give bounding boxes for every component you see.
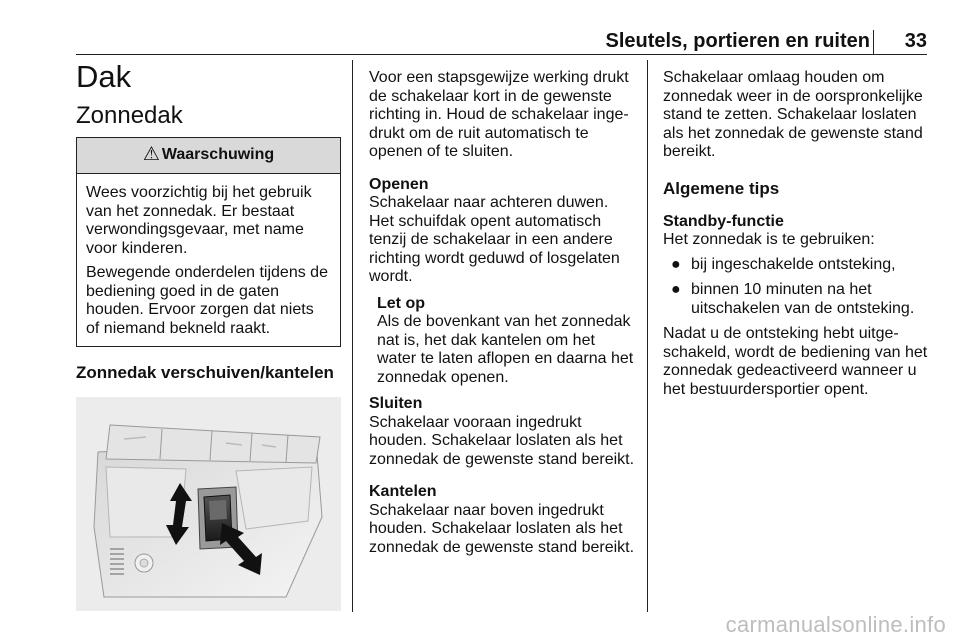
warning-body [77, 174, 340, 346]
warning-box [76, 137, 341, 347]
page-header [0, 0, 960, 56]
header-rule [76, 54, 927, 55]
page-number: 33 [904, 30, 927, 52]
sunroof-switch-drawing [76, 397, 341, 611]
bullet-icon: ● [671, 255, 681, 273]
warning-paragraph: Bewegende onderdelen tijdens de bediening goed in de gaten houden. Ervoor zorgen dat niets of niemand bekneld raakt. [86, 264, 328, 337]
column-divider-2 [647, 60, 648, 612]
note-block [369, 295, 635, 388]
tilt-heading: Kantelen [369, 483, 437, 500]
warning-triangle-icon: ⚠ [142, 144, 160, 166]
warning-paragraph: Wees voorzichtig bij het gebruik van het zonnedak. Er bestaat verwondingsgevaar, met name voor kinderen. [86, 184, 312, 257]
list-item [663, 281, 931, 318]
tilt-text: Schakelaar naar boven ingedrukt houden. Schakelaar loslaten als het zonnedak de gewenste stand bereikt. [369, 501, 635, 556]
open-text: Schakelaar naar achteren duwen. Het schuifdak opent automatisch tenzij de schakelaar in een andere richting wordt geduwd of losgelaten wordt. [369, 194, 620, 285]
column-divider-1 [352, 60, 353, 612]
general-tips-heading: Algemene tips [663, 178, 780, 198]
note-text: Als de bovenkant van het zonnedak nat is, het dak kantelen om het water te laten aflopen en daarna het zonnedak openen. [377, 313, 634, 386]
lower-text: Schakelaar omlaag houden om zonnedak weer in de oorspronkelijke stand te zetten. Schakelaar loslaten als het zonnedak de gewenste stand bereikt. [663, 69, 923, 160]
after-ignition-text: Nadat u de ontsteking hebt uitge-schakeld, wordt de bediening van het zonnedak gedeactiveerd wanneer u het bestuurdersportier opent. [663, 325, 928, 398]
standby-conditions-list [663, 256, 931, 319]
warning-title: Waarschuwing [161, 146, 275, 164]
section-title: Zonnedak [76, 102, 183, 129]
running-header-title: Sleutels, portieren en ruiten [605, 30, 870, 52]
bullet-icon: ● [671, 281, 681, 298]
standby-heading: Standby-functie [663, 212, 784, 230]
warning-header [77, 138, 340, 174]
open-heading: Openen [369, 175, 429, 193]
list-item-text: bij ingeschakelde ontsteking, [691, 255, 896, 273]
close-text: Schakelaar vooraan ingedrukt houden. Schakelaar loslaten als het zonnedak de gewenste stand bereikt. [369, 413, 635, 468]
column-3 [663, 69, 931, 399]
close-heading: Sluiten [369, 395, 423, 412]
list-item-text: binnen 10 minuten na het uitschakelen van de ontsteking. [691, 281, 915, 317]
header-divider-tick [873, 30, 874, 54]
column-1 [76, 60, 341, 611]
intro-paragraph: Voor een stapsgewijze werking drukt de schakelaar kort in de gewenste richting in. Houd de schakelaar inge-drukt om de ruit automatisch te openen of te sluiten. [369, 69, 629, 160]
subsection-title: Zonnedak verschuiven/kantelen [76, 363, 334, 382]
sunroof-switch-illustration [76, 397, 341, 611]
watermark: carmanualsonline.info [725, 612, 946, 637]
note-heading: Let op [377, 294, 425, 312]
list-item [663, 256, 931, 275]
column-2 [369, 69, 635, 557]
chapter-title: Dak [76, 59, 132, 94]
standby-text: Het zonnedak is te gebruiken: [663, 231, 875, 248]
